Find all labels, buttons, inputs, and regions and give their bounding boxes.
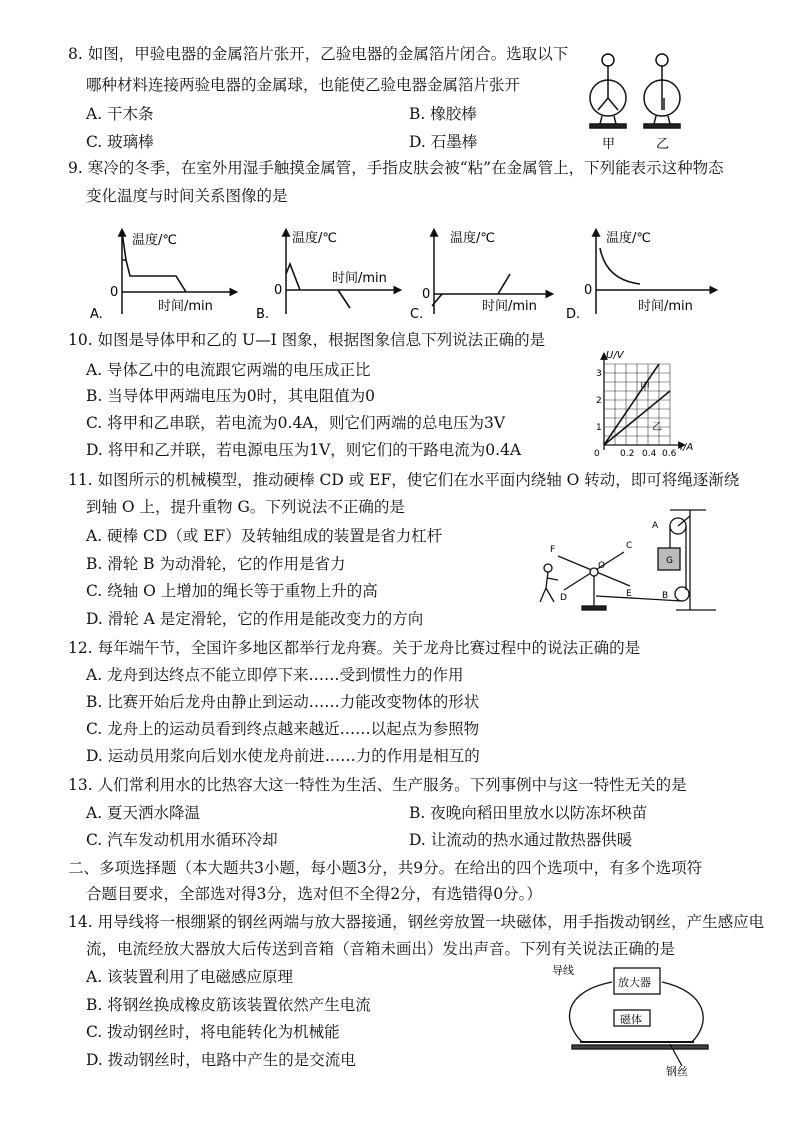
electroscope-yi xyxy=(644,54,680,128)
q9-graph-b xyxy=(254,224,414,324)
q13-option-d: D. 让流动的热水通过散热器供暖 xyxy=(409,831,633,849)
svg-text:1: 1 xyxy=(596,423,602,433)
svg-text:0.2: 0.2 xyxy=(620,449,635,459)
svg-text:0: 0 xyxy=(594,449,600,459)
section2-heading-line2: 合题目要求，全部选对得3分，选对但不全得2分，有选错得0分。） xyxy=(86,885,542,903)
svg-text:D: D xyxy=(560,593,567,603)
svg-text:U/V: U/V xyxy=(606,350,624,361)
q14-option-d: D. 拨动钢丝时，电路中产生的是交流电 xyxy=(86,1051,356,1069)
svg-text:0: 0 xyxy=(422,287,431,302)
q12-option-b: B. 比赛开始后龙舟由静止到运动……力能改变物体的形状 xyxy=(86,693,480,711)
svg-text:3: 3 xyxy=(596,369,602,379)
q12-option-c: C. 龙舟上的运动员看到终点越来越近……以起点为参照物 xyxy=(86,720,480,738)
q14-option-c: C. 拨动钢丝时，将电能转化为机械能 xyxy=(86,1023,340,1041)
svg-text:O: O xyxy=(598,561,606,571)
q14-stem-line1: 14. 用导线将一根绷紧的钢丝两端与放大器接通，钢丝旁放置一块磁体，用手指拨动钢丝，产生感应电 xyxy=(68,913,765,931)
q9-stem-line2: 变化温度与时间关系图像的是 xyxy=(86,187,288,205)
svg-text:0: 0 xyxy=(274,283,283,298)
svg-text:温度/℃: 温度/℃ xyxy=(606,231,651,246)
q14-guitar-pickup-figure xyxy=(552,962,722,1077)
svg-text:时间/min: 时间/min xyxy=(638,299,693,314)
q12-option-d: D. 运动员用浆向后划水使龙舟前进……力的作用是相互的 xyxy=(86,747,480,765)
svg-text:0.6: 0.6 xyxy=(662,449,677,459)
label-steel-wire: 钢丝 xyxy=(666,1065,688,1078)
q14-stem-line2: 流，电流经放大器放大后传送到音箱（音箱未画出）发出声音。下列有关说法正确的是 xyxy=(86,940,676,958)
label-magnet: 磁体 xyxy=(620,1013,642,1026)
q9-stem-line1: 9. 寒冷的冬季，在室外用湿手触摸金属管，手指皮肤会被“粘”在金属管上，下列能表示这种物态 xyxy=(68,159,724,177)
electroscope-jia xyxy=(590,54,626,128)
label-amplifier: 放大器 xyxy=(618,976,651,989)
svg-text:温度/℃: 温度/℃ xyxy=(292,231,337,246)
q8-option-a: A. 干木条 xyxy=(86,105,154,123)
svg-text:A: A xyxy=(652,521,659,531)
electroscope-figure xyxy=(580,48,690,154)
q11-stem-line1: 11. 如图所示的机械模型，推动硬棒 CD 或 EF，使它们在水平面内绕轴 O 转动，即可将绳逐渐绕 xyxy=(68,471,740,489)
q10-ui-graph xyxy=(588,346,696,458)
q9-graph-a xyxy=(86,224,246,324)
svg-text:甲: 甲 xyxy=(640,382,650,393)
q8-stem-line1: 8. 如图，甲验电器的金属箔片张开，乙验电器的金属箔片闭合。选取以下 xyxy=(68,45,569,63)
svg-text:B: B xyxy=(662,591,669,601)
q10-option-a: A. 导体乙中的电流跟它两端的电压成正比 xyxy=(86,361,371,379)
svg-text:温度/℃: 温度/℃ xyxy=(132,233,177,248)
line-jia xyxy=(604,364,659,445)
svg-text:0: 0 xyxy=(110,285,119,300)
svg-text:G: G xyxy=(666,556,673,566)
label-jia: 甲 xyxy=(602,137,616,152)
label-yi: 乙 xyxy=(656,137,670,152)
q10-stem: 10. 如图是导体甲和乙的 U—I 图象，根据图象信息下列说法正确的是 xyxy=(68,331,546,349)
q8-stem-line2: 哪种材料连接两验电器的金属球，也能使乙验电器金属箔片张开 xyxy=(86,76,521,94)
q8-option-d: D. 石墨棒 xyxy=(409,133,478,151)
svg-text:I/A: I/A xyxy=(680,442,694,453)
q11-machine-figure xyxy=(530,506,730,616)
q11-option-a: A. 硬棒 CD（或 EF）及转轴组成的装置是省力杠杆 xyxy=(86,527,443,545)
svg-text:E: E xyxy=(626,589,632,599)
q14-option-a: A. 该装置利用了电磁感应原理 xyxy=(86,968,294,986)
svg-text:C.: C. xyxy=(410,307,424,322)
q11-option-c: C. 绕轴 O 上增加的绳长等于重物上升的高 xyxy=(86,582,378,600)
q12-stem: 12. 每年端午节，全国许多地区都举行龙舟赛。关于龙舟比赛过程中的说法正确的是 xyxy=(68,639,641,657)
q11-option-b: B. 滑轮 B 为动滑轮，它的作用是省力 xyxy=(86,555,346,573)
svg-text:温度/℃: 温度/℃ xyxy=(450,231,495,246)
q10-option-b: B. 当导体甲两端电压为0时，其电阻值为0 xyxy=(86,387,375,405)
svg-text:时间/min: 时间/min xyxy=(332,271,387,286)
svg-text:D.: D. xyxy=(566,307,581,322)
q11-option-d: D. 滑轮 A 是定滑轮，它的作用是能改变力的方向 xyxy=(86,610,424,628)
q9-graph-d xyxy=(566,224,726,324)
label-wire: 导线 xyxy=(552,964,574,977)
section2-heading-line1: 二、多项选择题（本大题共3小题，每小题3分，共9分。在给出的四个选项中，有多个选项符 xyxy=(68,859,703,877)
q14-option-b: B. 将钢丝换成橡皮筋该装置依然产生电流 xyxy=(86,996,371,1014)
q13-option-a: A. 夏天洒水降温 xyxy=(86,804,201,822)
svg-text:乙: 乙 xyxy=(652,422,662,433)
q10-option-c: C. 将甲和乙串联，若电流为0.4A，则它们两端的总电压为3V xyxy=(86,414,506,432)
q8-option-c: C. 玻璃棒 xyxy=(86,133,154,151)
q13-option-c: C. 汽车发动机用水循环冷却 xyxy=(86,831,278,849)
q11-stem-line2: 到轴 O 上，提升重物 G。下列说法不正确的是 xyxy=(86,498,405,516)
q9-graph-c xyxy=(412,224,572,324)
q12-option-a: A. 龙舟到达终点不能立即停下来……受到惯性力的作用 xyxy=(86,666,464,684)
svg-text:F: F xyxy=(550,545,556,555)
svg-text:时间/min: 时间/min xyxy=(158,299,213,314)
svg-text:B.: B. xyxy=(256,307,270,322)
q8-option-b: B. 橡胶棒 xyxy=(409,105,477,123)
svg-text:A.: A. xyxy=(90,307,103,322)
svg-text:2: 2 xyxy=(596,396,602,406)
svg-text:0: 0 xyxy=(584,283,593,298)
q13-stem: 13. 人们常利用水的比热容大这一特性为生活、生产服务。下列事例中与这一特性无关的是 xyxy=(68,776,687,794)
q13-option-b: B. 夜晚向稻田里放水以防冻坏秧苗 xyxy=(409,804,648,822)
svg-text:时间/min: 时间/min xyxy=(482,299,537,314)
svg-text:0.4: 0.4 xyxy=(642,449,657,459)
q10-option-d: D. 将甲和乙并联，若电源电压为1V，则它们的干路电流为0.4A xyxy=(86,441,522,459)
svg-text:C: C xyxy=(626,541,633,551)
